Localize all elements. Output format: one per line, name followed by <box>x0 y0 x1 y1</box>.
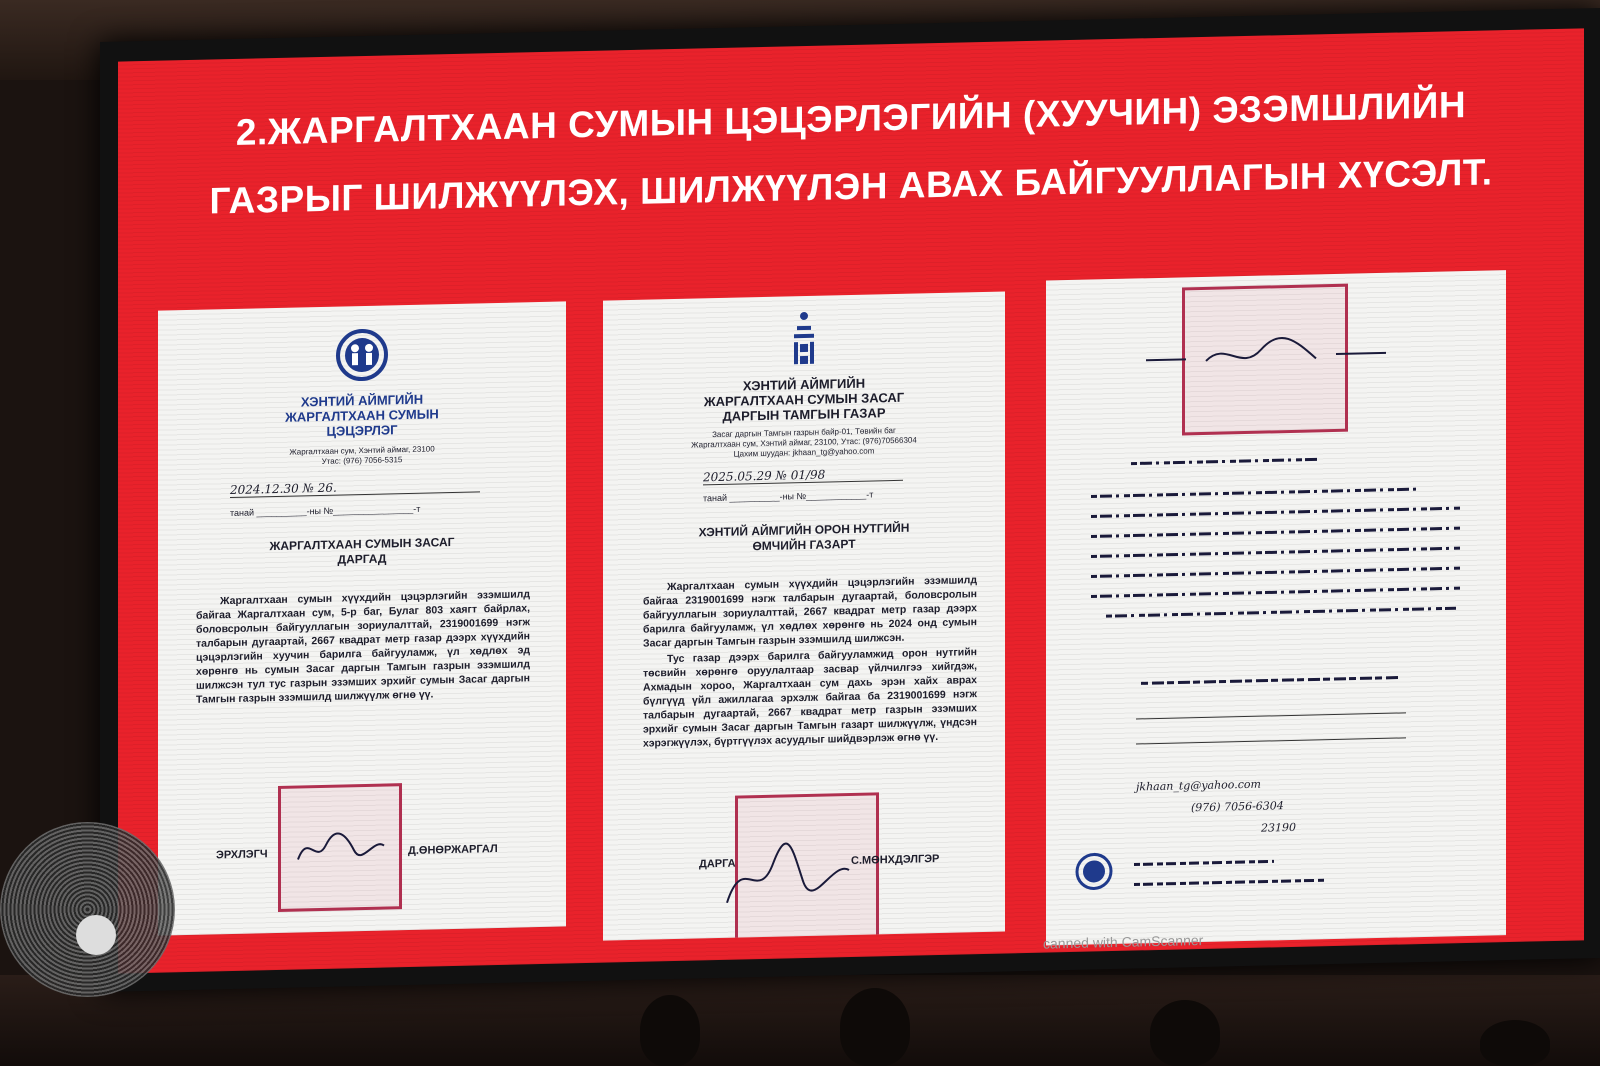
audience-member <box>640 995 700 1066</box>
traditional-script-letter <box>1046 270 1506 945</box>
electric-fan <box>0 822 175 997</box>
audience-member <box>1480 1020 1550 1066</box>
reply-reference-line: танай __________-ны №________________-т <box>230 503 421 519</box>
scanner-watermark: canned with CamScanner <box>1043 931 1204 952</box>
org-address-line-2: Жаргалтхаан сум, Хэнтий аймаг, 23100, Утас: (976)70566304 <box>691 435 917 450</box>
signature-icon <box>723 840 853 913</box>
governor-office-letter <box>603 291 1005 940</box>
fan-hub <box>76 915 116 955</box>
signer-name: Д.ӨНӨРЖАРГАЛ <box>408 842 498 858</box>
reply-reference-line: танай __________-ны №____________-т <box>703 489 874 504</box>
org-phone: Утас: (976) 7056-5315 <box>321 455 403 466</box>
signer-name: С.МӨНХДЭЛГЭР <box>851 852 940 867</box>
presentation-slide <box>118 28 1584 973</box>
org-address-line-1: Засаг даргын Тамгын газрын байр-01, Төвийн баг <box>712 425 896 440</box>
traditional-script-text <box>1086 446 1466 645</box>
addressee-line-2: ДАРГАД <box>337 551 387 567</box>
letter-body: Жаргалтхаан сумын хүүхдийн цэцэрлэгийн эзэмшилд байгаа Жаргалтхаан сум, 5-р баг, Булаг 803 хаягт байрлах, боловсролын байгууллагын зориулалттай, 2319001699 нэгж талбарын дугаартай, 2667 квадрат метр газар дээрх хүүхдийн цэцэрлэгийн хуучин барилга байгууламж, үл хөдлөх эд хөрөнгө нь сумын Засаг даргын Тамгын газрын эзэмшилд шилжсэн тул тус газрын эзэмших эрхийг сумын Засаг даргын Тамгын газрын эзэмшилд шилжүүлж өгнө үү. <box>196 588 530 706</box>
slide-title-line-2: ГАЗРЫГ ШИЛЖҮҮЛЭХ, ШИЛЖҮҮЛЭН АВАХ БАЙГУУЛЛАГЫН ХҮСЭЛТ. <box>209 151 1493 222</box>
org-email: Цахим шуудан: jkhaan_tg@yahoo.com <box>733 446 875 459</box>
letter-date-number: 2024.12.30 № 26. <box>230 477 480 498</box>
letter-body-paragraph-1: Жаргалтхаан сумын хүүхдийн цэцэрлэгийн эзэмшилд байгаа 2319001699 нэгж талбарын дугаартай, боловсролын байгууллагын зориулалттай, 2667 квадрат метр газар дээрх барилга байгууламж, үл хөдлөх хөрөнгө нь 2024 онд сумын Засаг даргын Тамгын газрын эзэмшилд шилжсэн. <box>643 574 977 650</box>
org-name-line-2: ЖАРГАЛТХААН СУМЫН <box>285 406 439 425</box>
form-line <box>1136 712 1406 719</box>
letter-body-paragraph-2: Тус газар дээрх барилга байгууламжид орон нутгийн төсвийн хөрөнгө оруулалтаар засвар үйлчилгээ хийгдэж, Ахмадын хороо, Жаргалтхаан сум дахь эрэн хайх аврах бүлгүүд үйл ажиллагаа эрхэлж байгаа ба 2319001699 нэгж талбарын дугаартай, 2667 квадрат метр газрын эзэмших эрхийг сумын Засаг даргын Тамгын газарт шилжүүлж, үндсэн хэрэгжүүлэх, бүртгүүлэх асуудлыг шийдвэрлэж өгнө үү. <box>643 646 977 750</box>
org-name-line-2: ЖАРГАЛТХААН СУМЫН ЗАСАГ <box>703 389 905 410</box>
kindergarten-emblem-icon <box>158 323 566 391</box>
signature-icon <box>1146 333 1396 379</box>
org-name-line-3: ДАРГЫН ТАМГЫН ГАЗАР <box>722 405 886 424</box>
slide-title <box>118 68 1584 237</box>
signer-role: ДАРГА <box>699 857 736 871</box>
addressee-line-1: ХЭНТИЙ АЙМГИЙН ОРОН НУТГИЙН <box>698 520 910 540</box>
kindergarten-emblem-icon <box>1074 851 1114 897</box>
traditional-script-line <box>1136 667 1406 693</box>
org-address: Жаргалтхаан сум, Хэнтий аймаг, 23100 <box>289 444 435 457</box>
addressee-line-2: ӨМЧИЙН ГАЗАРТ <box>752 536 856 554</box>
audience-member <box>840 988 910 1066</box>
addressee-line-1: ЖАРГАЛТХААН СУМЫН ЗАСАГ <box>269 534 455 554</box>
audience-member <box>1150 1000 1220 1066</box>
org-name-line-1: ХЭНТИЙ АЙМГИЙН <box>300 391 424 410</box>
signature-icon <box>296 826 386 868</box>
org-name-line-3: ЦЭЦЭРЛЭГ <box>326 422 398 439</box>
slide-title-line-1: 2.ЖАРГАЛТХААН СУМЫН ЦЭЦЭРЛЭГИЙН (ХУУЧИН) ЭЗЭМШЛИЙН <box>235 83 1467 153</box>
soyombo-emblem-icon <box>603 305 1005 377</box>
contact-postcode: 23190 <box>1261 820 1296 835</box>
led-screen <box>100 8 1600 992</box>
letter-date-number: 2025.05.29 № 01/98 <box>703 466 903 486</box>
org-name-line-1: ХЭНТИЙ АЙМГИЙН <box>742 375 866 394</box>
traditional-script-footer <box>1132 852 1332 893</box>
signer-role: ЭРХЛЭГЧ <box>216 848 268 862</box>
contact-email: jkhaan_tg@yahoo.com <box>1136 777 1261 794</box>
kindergarten-letter <box>158 301 566 935</box>
form-line <box>1136 737 1406 744</box>
contact-phone: (976) 7056-6304 <box>1191 799 1284 815</box>
